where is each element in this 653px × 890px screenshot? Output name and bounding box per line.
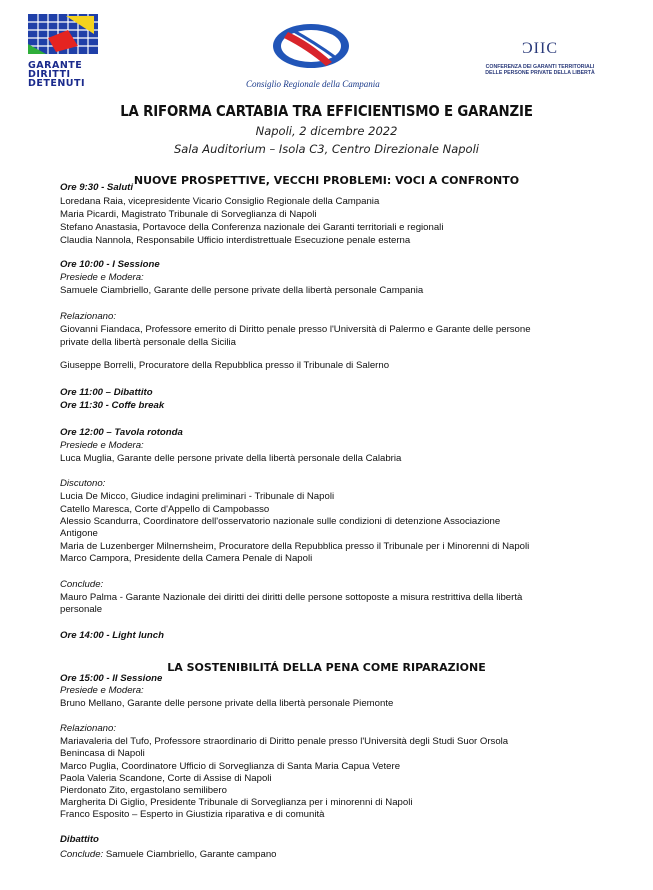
programme-line: Marco Campora, Presidente della Camera Penale di Napoli <box>60 553 313 564</box>
programme-line: Lucia De Micco, Giudice indagini preliminari - Tribunale di Napoli <box>60 491 335 502</box>
event-venue: Sala Auditorium – Isola C3, Centro Direzionale Napoli <box>174 142 479 156</box>
programme-line: Ore 12:00 – Tavola rotonda <box>60 427 183 438</box>
programme-line: Ore 11:30 - Coffe break <box>60 400 165 411</box>
left-logo-line-2: DIRITTI <box>28 69 71 80</box>
programme-line: Franco Esposito – Esperto in Giustizia riparativa e di comunità <box>60 809 325 820</box>
programme-line: Paola Valeria Scandone, Corte di Assise di Napoli <box>60 773 272 784</box>
colored-squares-logo-icon <box>28 14 98 54</box>
right-logo-line-2: DELLE PERSONE PRIVATE DELLA LIBERTÀ <box>485 70 595 76</box>
programme-line: Margherita Di Giglio, Presidente Tribunale di Sorveglianza per i minorenni di Napoli <box>60 797 413 808</box>
conferenza-garanti-logo <box>470 40 610 76</box>
programme-line: Ore 10:00 - I Sessione <box>60 259 160 270</box>
left-logo-text <box>28 61 100 88</box>
programme-line: Luca Muglia, Garante delle persone private della libertà personale della Calabria <box>60 453 402 464</box>
programme-line: Giovanni Fiandaca, Professore emerito di Diritto penale presso l'Università di Palermo e Garante delle persone <box>60 324 531 335</box>
programme-line: Samuele Ciambriello, Garante delle persone private della libertà personale Campania <box>60 285 424 296</box>
programme-line: Stefano Anastasia, Portavoce della Conferenza nazionale dei Garanti territoriali e regionali <box>60 222 444 233</box>
consiglio-regionale-logo <box>246 22 380 89</box>
programme-line: Bruno Mellano, Garante delle persone private della libertà personale Piemonte <box>60 698 394 709</box>
programme-line: Relazionano: <box>60 311 117 322</box>
programme-line: Presiede e Modera: <box>60 440 144 451</box>
programme-line: Maria Picardi, Magistrato Tribunale di Sorveglianza di Napoli <box>60 209 317 220</box>
programme-line: Benincasa di Napoli <box>60 748 145 759</box>
programme-line: private della libertà personale della Sicilia <box>60 337 236 348</box>
programme-line: Ore 15:00 - II Sessione <box>60 673 163 684</box>
programme-line: Presiede e Modera: <box>60 685 144 696</box>
programme-line: personale <box>60 604 103 615</box>
programme-line: Claudia Nannola, Responsabile Ufficio interdistrettuale Esecuzione penale esterna <box>60 235 411 246</box>
programme-line: Catello Maresca, Corte d'Appello di Campobasso <box>60 504 270 515</box>
section-2-title: LA SOSTENIBILITÁ DELLA PENA COME RIPARAZIONE <box>167 661 486 674</box>
programme-line: Mauro Palma - Garante Nazionale dei diritti dei diritti delle persone sottoposte a misura restrittiva della libertà <box>60 592 523 603</box>
programme-line: Dibattito <box>60 834 99 845</box>
middle-logo-caption: Consiglio Regionale della Campania <box>246 79 380 89</box>
right-logo-line-1: CONFERENZA DEI GARANTI TERRITORIALI <box>485 64 595 70</box>
programme-line: Pierdonato Zito, ergastolano semilibero <box>60 785 227 796</box>
programme-line: Alessio Scandurra, Coordinatore dell'osservatorio nazionale sulle condizioni di detenzione Associazione <box>60 516 501 527</box>
event-date: Napoli, 2 dicembre 2022 <box>255 124 398 138</box>
programme-line: Giuseppe Borrelli, Procuratore della Repubblica presso il Tribunale di Salerno <box>60 360 390 371</box>
event-title: LA RIFORMA CARTABIA TRA EFFICIENTISMO E GARANZIE <box>120 102 533 120</box>
programme-line: Ore 11:00 – Dibattito <box>60 387 153 398</box>
programme-line: Presiede e Modera: <box>60 272 144 283</box>
programme-line: Antigone <box>60 528 98 539</box>
programme-line: Maria de Luzenberger Milnernsheim, Procuratore della Repubblica presso il Tribunale per i Minorenni di Napoli <box>60 541 530 552</box>
left-logo-line-3: DETENUTI <box>28 78 86 89</box>
conclude-label: Conclude: <box>60 849 104 860</box>
section-1-title: NUOVE PROSPETTIVE, VECCHI PROBLEMI: VOCI A CONFRONTO <box>133 174 520 187</box>
right-logo-caption <box>470 64 610 76</box>
programme-line: Ore 9:30 - Saluti <box>60 182 134 193</box>
regional-emblem-icon <box>270 22 352 70</box>
garante-diritti-detenuti-logo <box>28 14 100 88</box>
programme-line: Relazionano: <box>60 723 117 734</box>
programme-line: Conclude: <box>60 579 104 590</box>
conclude-text: Samuele Ciambriello, Garante campano <box>103 849 277 860</box>
programme-line: Marco Puglia, Coordinatore Ufficio di Sorveglianza di Santa Maria Capua Vetere <box>60 761 401 772</box>
programme-line: Discutono: <box>60 478 106 489</box>
programme-line <box>60 849 277 861</box>
right-logo-mark: ƆIIC <box>522 40 558 57</box>
programme-line: Loredana Raia, vicepresidente Vicario Consiglio Regionale della Campania <box>60 196 380 207</box>
programme-line: Mariavaleria del Tufo, Professore straordinario di Diritto penale presso l'Università degli Studi Suor Orsola <box>60 736 509 747</box>
programme-line: Ore 14:00 - Light lunch <box>60 630 164 641</box>
left-logo-line-1: GARANTE <box>28 60 83 71</box>
